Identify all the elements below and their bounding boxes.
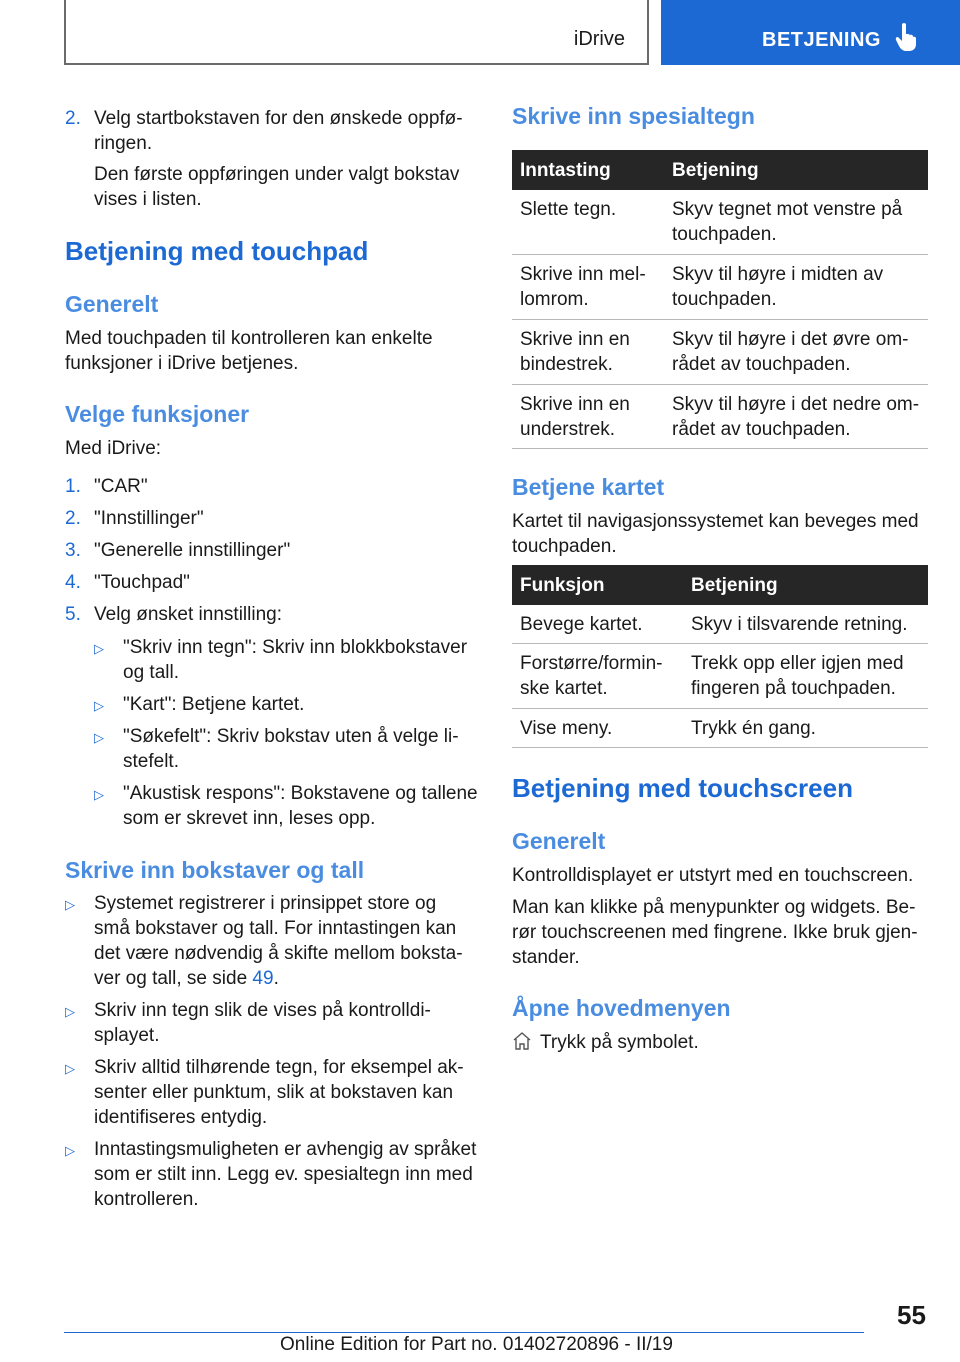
bullet-text: som er stilt inn. Legg ev. spesialtegn inn med xyxy=(94,1164,473,1185)
table-cell: Skyv til høyre i det øvre om- rådet av touchpaden. xyxy=(672,329,909,375)
bullet-text: Inntastingsmuligheten er avhengig av språket xyxy=(94,1139,477,1160)
bullet-text: Skriv alltid tilhørende tegn, for eksempel ak- xyxy=(94,1057,464,1078)
header-chapter-tab xyxy=(661,0,960,65)
table-row xyxy=(512,644,928,709)
page-number: 55 xyxy=(897,1300,926,1330)
heading-generelt: Generelt xyxy=(65,291,159,317)
table-header xyxy=(512,565,928,605)
sub-bullet-text: "Søkefelt": Skriv bokstav uten å velge li- xyxy=(123,726,459,747)
table-cell: Trekk opp eller igjen med fingeren på touchpaden. xyxy=(691,653,904,699)
sub-bullet-text: "Kart": Betjene kartet. xyxy=(123,694,305,715)
step-note: vises i listen. xyxy=(94,189,202,210)
step-number: 2. xyxy=(65,508,81,529)
header-section-title: iDrive xyxy=(573,28,625,50)
table-cell: Skyv i tilsvarende retning. xyxy=(691,614,908,635)
home-icon xyxy=(512,1031,532,1056)
table-header xyxy=(512,150,928,190)
column-header: Funksjon xyxy=(520,575,605,596)
bullet-text: Skriv inn tegn slik de vises på kontrolldi- xyxy=(94,1000,431,1021)
paragraph: Kartet til navigasjonssystemet kan beveges med xyxy=(512,511,919,532)
bullet-triangle-icon: ▷ xyxy=(94,730,104,745)
table-row xyxy=(512,255,928,320)
heading-spesialtegn: Skrive inn spesialtegn xyxy=(512,103,755,129)
heading-touchpad: Betjening med touchpad xyxy=(65,236,369,266)
bullet-triangle-icon: ▷ xyxy=(94,698,104,713)
heading-apne-hovedmenyen: Åpne hovedmenyen xyxy=(512,995,731,1021)
table-cell: Skrive inn mel- lomrom. xyxy=(520,264,646,310)
step-number: 1. xyxy=(65,476,81,497)
bullet-triangle-icon: ▷ xyxy=(65,1061,75,1076)
paragraph: Med touchpaden til kontrolleren kan enkelte xyxy=(65,328,433,349)
paragraph: Kontrolldisplayet er utstyrt med en touchscreen. xyxy=(512,865,914,886)
step-note: Den første oppføringen under valgt bokstav xyxy=(94,164,460,185)
touch-hand-icon xyxy=(895,22,917,57)
bullet-text: det være nødvendig å skifte mellom boksta- xyxy=(94,943,463,964)
table-cell: Skyv tegnet mot venstre på touchpaden. xyxy=(672,199,903,245)
step-number: 5. xyxy=(65,604,81,625)
step-text: "Generelle innstillinger" xyxy=(94,540,291,561)
paragraph: Trykk på symbolet. xyxy=(540,1032,699,1053)
bullet-triangle-icon: ▷ xyxy=(65,1004,75,1019)
bullet-triangle-icon: ▷ xyxy=(65,897,75,912)
bullet-triangle-icon: ▷ xyxy=(65,1143,75,1158)
paragraph: touchpaden. xyxy=(512,536,617,557)
heading-skrive-inn: Skrive inn bokstaver og tall xyxy=(65,857,365,883)
column-header: Inntasting xyxy=(520,160,611,181)
step-number: 3. xyxy=(65,540,81,561)
bullet-triangle-icon: ▷ xyxy=(94,787,104,802)
footer-divider xyxy=(64,1332,864,1333)
table-row xyxy=(512,385,928,449)
footer-edition: Online Edition for Part no. 01402720896 - II/19 xyxy=(280,1334,673,1355)
table-row xyxy=(512,709,928,748)
step-number: 4. xyxy=(65,572,81,593)
step-text: ringen. xyxy=(94,133,153,154)
step-text: Velg ønsket innstilling: xyxy=(94,604,282,625)
heading-touchscreen: Betjening med touchscreen xyxy=(512,773,853,803)
step-number: 2. xyxy=(65,108,81,129)
header-chapter-title: BETJENING xyxy=(762,29,881,51)
table-cell: Skyv til høyre i det nedre om- rådet av touchpaden. xyxy=(672,394,920,440)
heading-velge-funksjoner: Velge funksjoner xyxy=(65,401,250,427)
table-cell: Trykk én gang. xyxy=(691,718,816,739)
paragraph: stander. xyxy=(512,947,580,968)
bullet-text: kontrolleren. xyxy=(94,1189,199,1210)
paragraph: Man kan klikke på menypunkter og widgets. Be- xyxy=(512,897,916,918)
step-text: "Touchpad" xyxy=(94,572,190,593)
table-cell: Bevege kartet. xyxy=(520,614,643,635)
bullet-text: identifiseres entydig. xyxy=(94,1107,268,1128)
paragraph: rør touchscreenen med fingrene. Ikke bruk gjen- xyxy=(512,922,918,943)
sub-bullet-text: stefelt. xyxy=(123,751,179,772)
table-cell: Skrive inn en bindestrek. xyxy=(520,329,630,375)
table-row xyxy=(512,190,928,255)
sub-bullet-text: "Skriv inn tegn": Skriv inn blokkbokstaver xyxy=(123,637,468,658)
sub-bullet-text: som er skrevet inn, leses opp. xyxy=(123,808,376,829)
paragraph: Med iDrive: xyxy=(65,438,162,459)
sub-bullet-text: og tall. xyxy=(123,662,179,683)
table-cell: Slette tegn. xyxy=(520,199,617,220)
bullet-text: små bokstaver og tall. For inntastingen kan xyxy=(94,918,457,939)
column-header: Betjening xyxy=(672,160,759,181)
bullet-text: Systemet registrerer i prinsippet store og xyxy=(94,893,437,914)
bullet-text: splayet. xyxy=(94,1025,160,1046)
bullet-text: senter eller punktum, slik at bokstaven kan xyxy=(94,1082,454,1103)
heading-betjene-kartet: Betjene kartet xyxy=(512,474,665,500)
table-cell: Skrive inn en understrek. xyxy=(520,394,630,440)
table-cell: Forstørre/formin- ske kartet. xyxy=(520,653,663,699)
bullet-text: ver og tall, se side 49. xyxy=(94,968,279,989)
table-cell: Vise meny. xyxy=(520,718,613,739)
table-row xyxy=(512,605,928,644)
header-section-box xyxy=(64,0,649,65)
step-text: "Innstillinger" xyxy=(94,508,204,529)
page-link[interactable]: 49 xyxy=(252,968,274,989)
paragraph: funksjoner i iDrive betjenes. xyxy=(65,353,299,374)
step-text: Velg startbokstaven for den ønskede oppfø- xyxy=(94,108,463,129)
step-text: "CAR" xyxy=(94,476,148,497)
sub-bullet-text: "Akustisk respons": Bokstavene og tallene xyxy=(123,783,478,804)
heading-generelt: Generelt xyxy=(512,828,606,854)
table-row xyxy=(512,320,928,385)
column-header: Betjening xyxy=(691,575,778,596)
table-cell: Skyv til høyre i midten av touchpaden. xyxy=(672,264,884,310)
bullet-triangle-icon: ▷ xyxy=(94,641,104,656)
